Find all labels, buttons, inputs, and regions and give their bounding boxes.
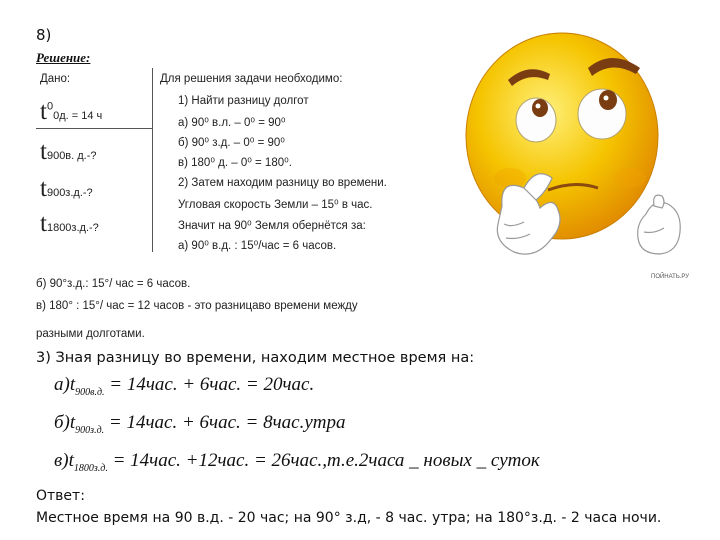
step-line: 1) Найти разницу долгот bbox=[178, 95, 309, 107]
step-line: в) 180⁰ д. – 0⁰ = 180⁰. bbox=[178, 157, 292, 169]
step-line: Значит на 90⁰ Земля обернётся за: bbox=[178, 220, 366, 232]
step-line: Для решения задачи необходимо: bbox=[160, 73, 343, 85]
step-line: Угловая скорость Земли – 15⁰ в час. bbox=[178, 199, 373, 211]
text-line: б) 90°з.д.: 15°/ час = 6 часов. bbox=[36, 278, 191, 290]
given-item: t900в. д.-? bbox=[40, 138, 97, 165]
given-item: t900з.д.-? bbox=[40, 175, 93, 202]
step3-text: 3) Зная разницу во времени, находим местное время на: bbox=[36, 350, 475, 366]
table-divider-horizontal bbox=[36, 128, 152, 129]
table-divider-vertical bbox=[152, 68, 153, 252]
watermark: ПОЙНАТЬ.РУ bbox=[651, 274, 690, 280]
text-line: разными долготами. bbox=[36, 328, 145, 340]
solution-label: Решение: bbox=[36, 50, 91, 65]
thinking-emoji-icon bbox=[440, 28, 690, 273]
step-line: б) 90⁰ з.д. – 0⁰ = 90⁰ bbox=[178, 137, 285, 149]
step-line: а) 90⁰ в.л. – 0⁰ = 90⁰ bbox=[178, 117, 286, 129]
formula-line: $а)t_{900в.д.} = 14час$. + 6час. = 20час. bbox=[54, 374, 315, 398]
formula-line: $в)t_{1800з.д.} = 14час$. +12час. = 26час.,т.е.2часа _ новых _ суток bbox=[54, 450, 540, 474]
formula-line: $б)t_{900з.д.} = 14час$. + 6час. = 8час.утра bbox=[54, 412, 346, 436]
step-line: а) 90⁰ в.д. : 15⁰/час = 6 часов. bbox=[178, 240, 337, 252]
given-title: Дано: bbox=[40, 73, 71, 85]
text-line: в) 180° : 15°/ час = 12 часов - это разницаво времени между bbox=[36, 300, 358, 312]
step-line: 2) Затем находим разницу во времени. bbox=[178, 177, 387, 189]
answer-label: Ответ: bbox=[36, 488, 85, 504]
answer-text: Местное время на 90 в.д. - 20 час; на 90° з.д, - 8 час. утра; на 180°з.д. - 2 часа ночи. bbox=[36, 510, 662, 526]
given-item: t1800з.д.-? bbox=[40, 210, 99, 237]
given-item: $t^00д$. = 14 ч bbox=[40, 98, 103, 125]
task-number: 8) bbox=[36, 26, 52, 44]
